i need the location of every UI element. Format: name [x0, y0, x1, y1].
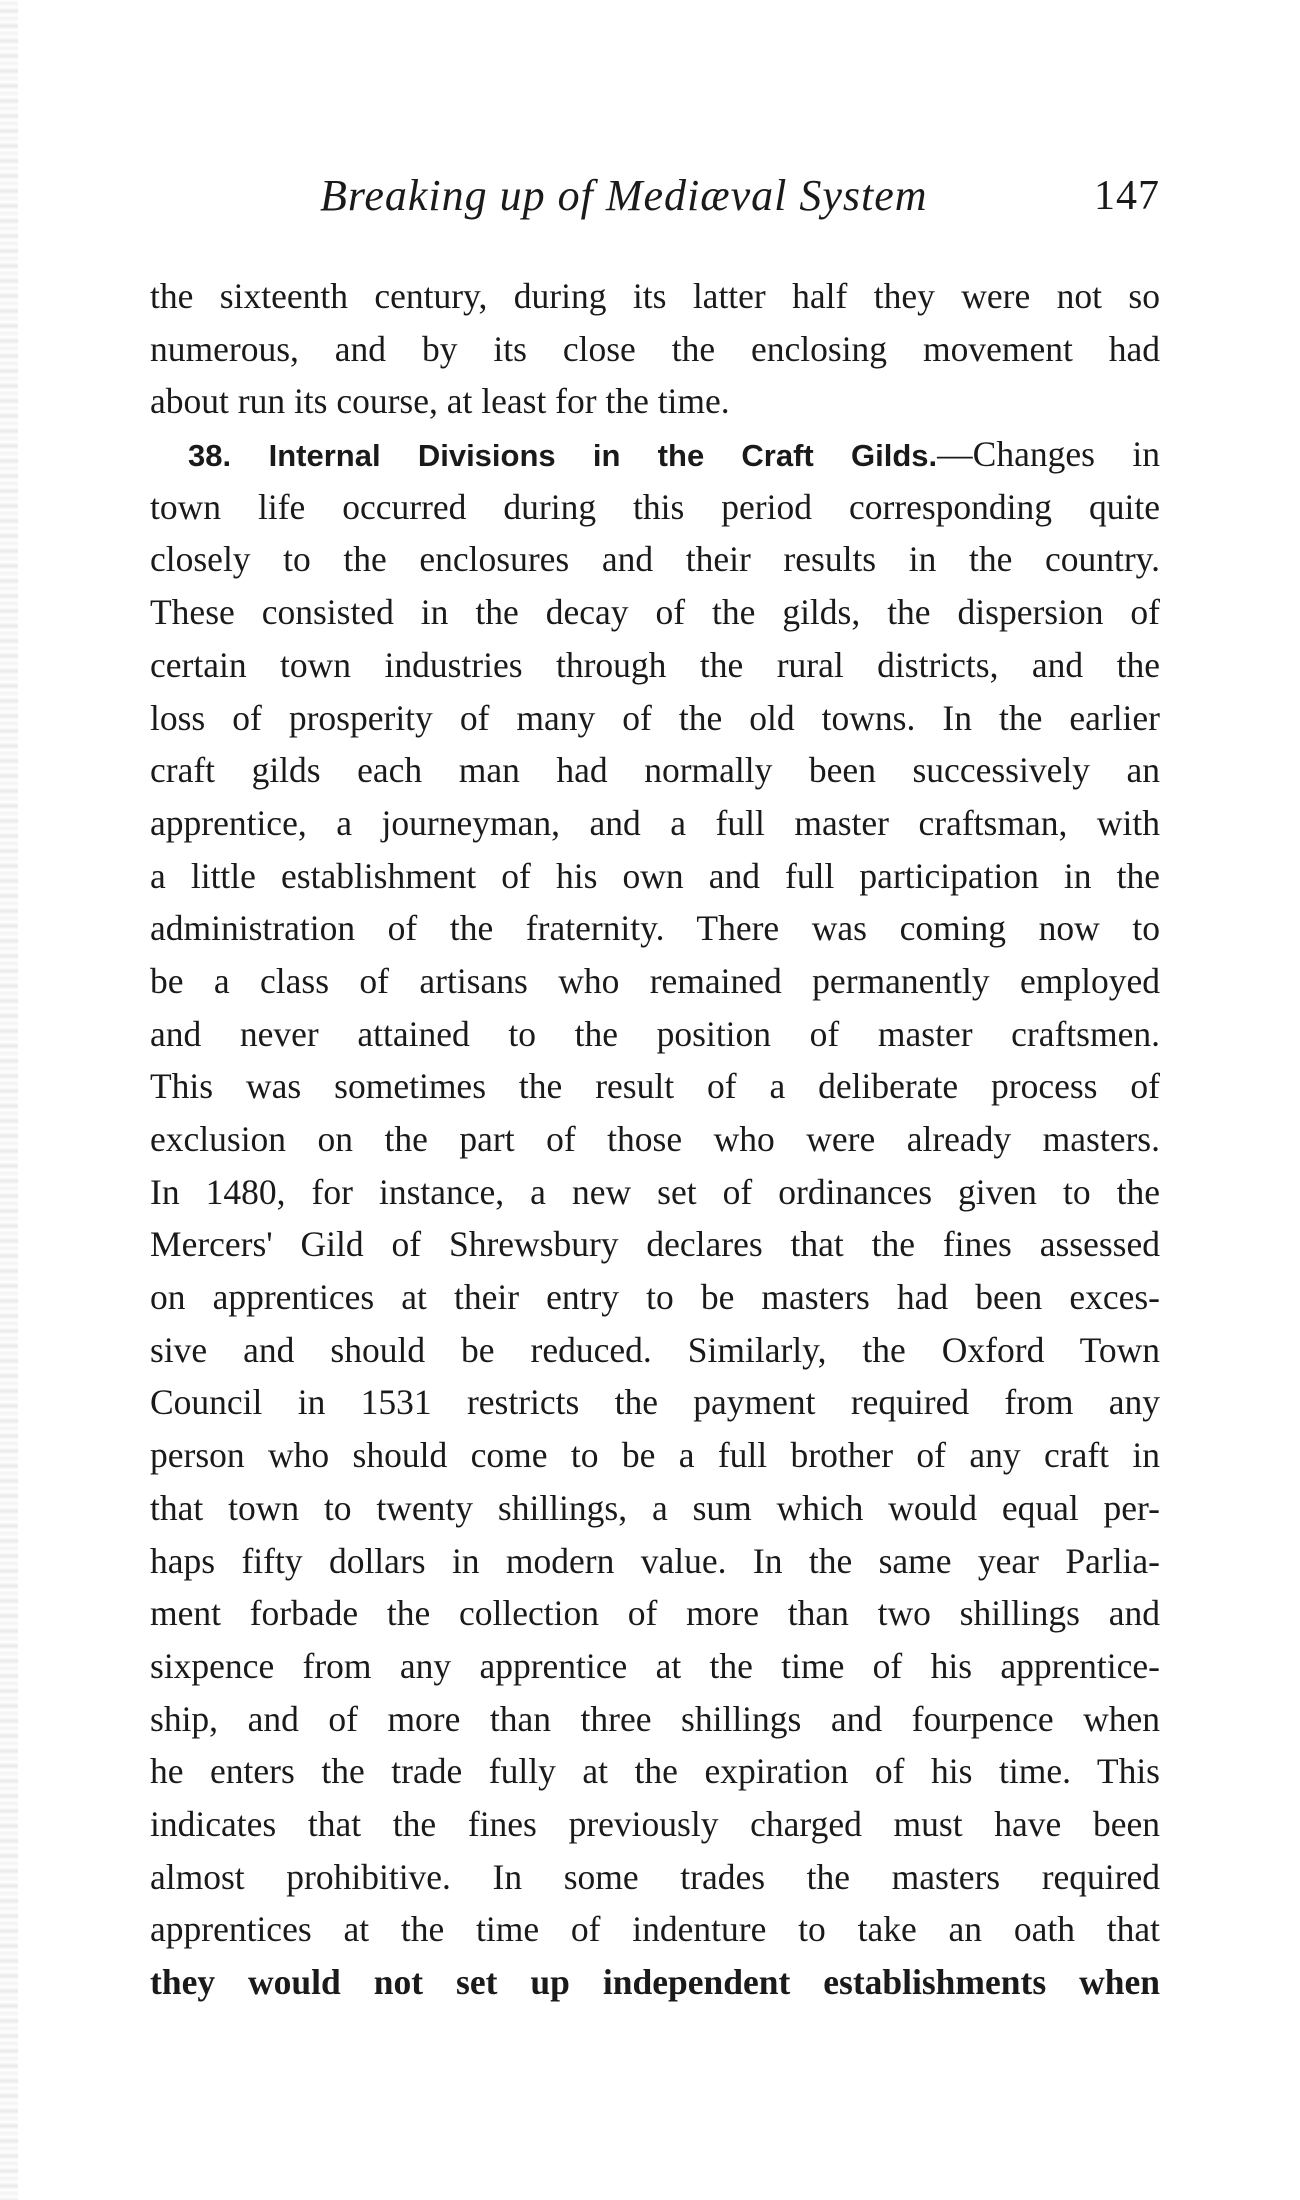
text-line: haps fifty dollars in modern value. In the same year Parlia- — [150, 1540, 1160, 1581]
body-text — [150, 270, 1160, 2009]
text-line: the sixteenth century, during its latter half they were not so — [150, 276, 1160, 316]
text-line: ment forbade the collection of more than two shillings and — [150, 1593, 1160, 1634]
text-line: person who should come to be a full brother of any craft in — [150, 1435, 1160, 1476]
section-lead-text: —Changes in — [937, 434, 1161, 475]
page-number: 147 — [1094, 173, 1160, 219]
section-title: Internal Divisions in the Craft Gilds. — [268, 438, 938, 474]
text-line: administration of the fraternity. There was coming now to — [150, 908, 1160, 949]
text-line: Council in 1531 restricts the payment required from any — [150, 1382, 1160, 1423]
text-line: ship, and of more than three shillings and fourpence when — [150, 1698, 1160, 1739]
text-line: be a class of artisans who remained permanently employed — [150, 960, 1160, 1001]
text-line: In 1480, for instance, a new set of ordinances given to the — [150, 1171, 1160, 1212]
text-line: about run its course, at least for the time. — [150, 381, 730, 422]
text-line: that town to twenty shillings, a sum which would equal per- — [150, 1487, 1160, 1528]
text-line: indicates that the fines previously charged must have been — [150, 1803, 1160, 1844]
text-line: a little establishment of his own and full participation in the — [150, 855, 1160, 896]
text-line: numerous, and by its close the enclosing movement had — [150, 328, 1160, 369]
text-line: they would not set up independent establishments when — [150, 1962, 1160, 2002]
text-line: loss of prosperity of many of the old towns. In the earlier — [150, 697, 1160, 738]
scanned-page-edge — [0, 0, 18, 2200]
text-line: he enters the trade fully at the expiration of his time. This — [150, 1751, 1160, 1792]
text-line: sive and should be reduced. Similarly, the Oxford Town — [150, 1329, 1160, 1370]
text-line: exclusion on the part of those who were already masters. — [150, 1119, 1160, 1159]
section-heading-line — [150, 428, 1160, 481]
text-line: This was sometimes the result of a deliberate process of — [150, 1066, 1160, 1107]
section-number: 38. — [188, 438, 232, 474]
text-line: closely to the enclosures and their results in the country. — [150, 539, 1160, 580]
text-line: certain town industries through the rural districts, and the — [150, 644, 1160, 685]
text-line: apprentices at the time of indenture to take an oath that — [150, 1909, 1160, 1950]
text-line: and never attained to the position of master craftsmen. — [150, 1013, 1160, 1054]
text-line: craft gilds each man had normally been successively an — [150, 750, 1160, 791]
text-line: on apprentices at their entry to be masters had been exces- — [150, 1277, 1160, 1318]
text-line: sixpence from any apprentice at the time of his apprentice- — [150, 1645, 1160, 1686]
running-head — [150, 170, 1160, 230]
text-line: apprentice, a journeyman, and a full master craftsman, with — [150, 802, 1160, 843]
text-line: town life occurred during this period corresponding quite — [150, 486, 1160, 527]
running-head-title: Breaking up of Mediæval System — [320, 171, 928, 220]
text-line: Mercers' Gild of Shrewsbury declares that the fines assessed — [150, 1224, 1160, 1265]
text-line: These consisted in the decay of the gilds, the dispersion of — [150, 592, 1160, 633]
text-line: almost prohibitive. In some trades the masters required — [150, 1856, 1160, 1897]
